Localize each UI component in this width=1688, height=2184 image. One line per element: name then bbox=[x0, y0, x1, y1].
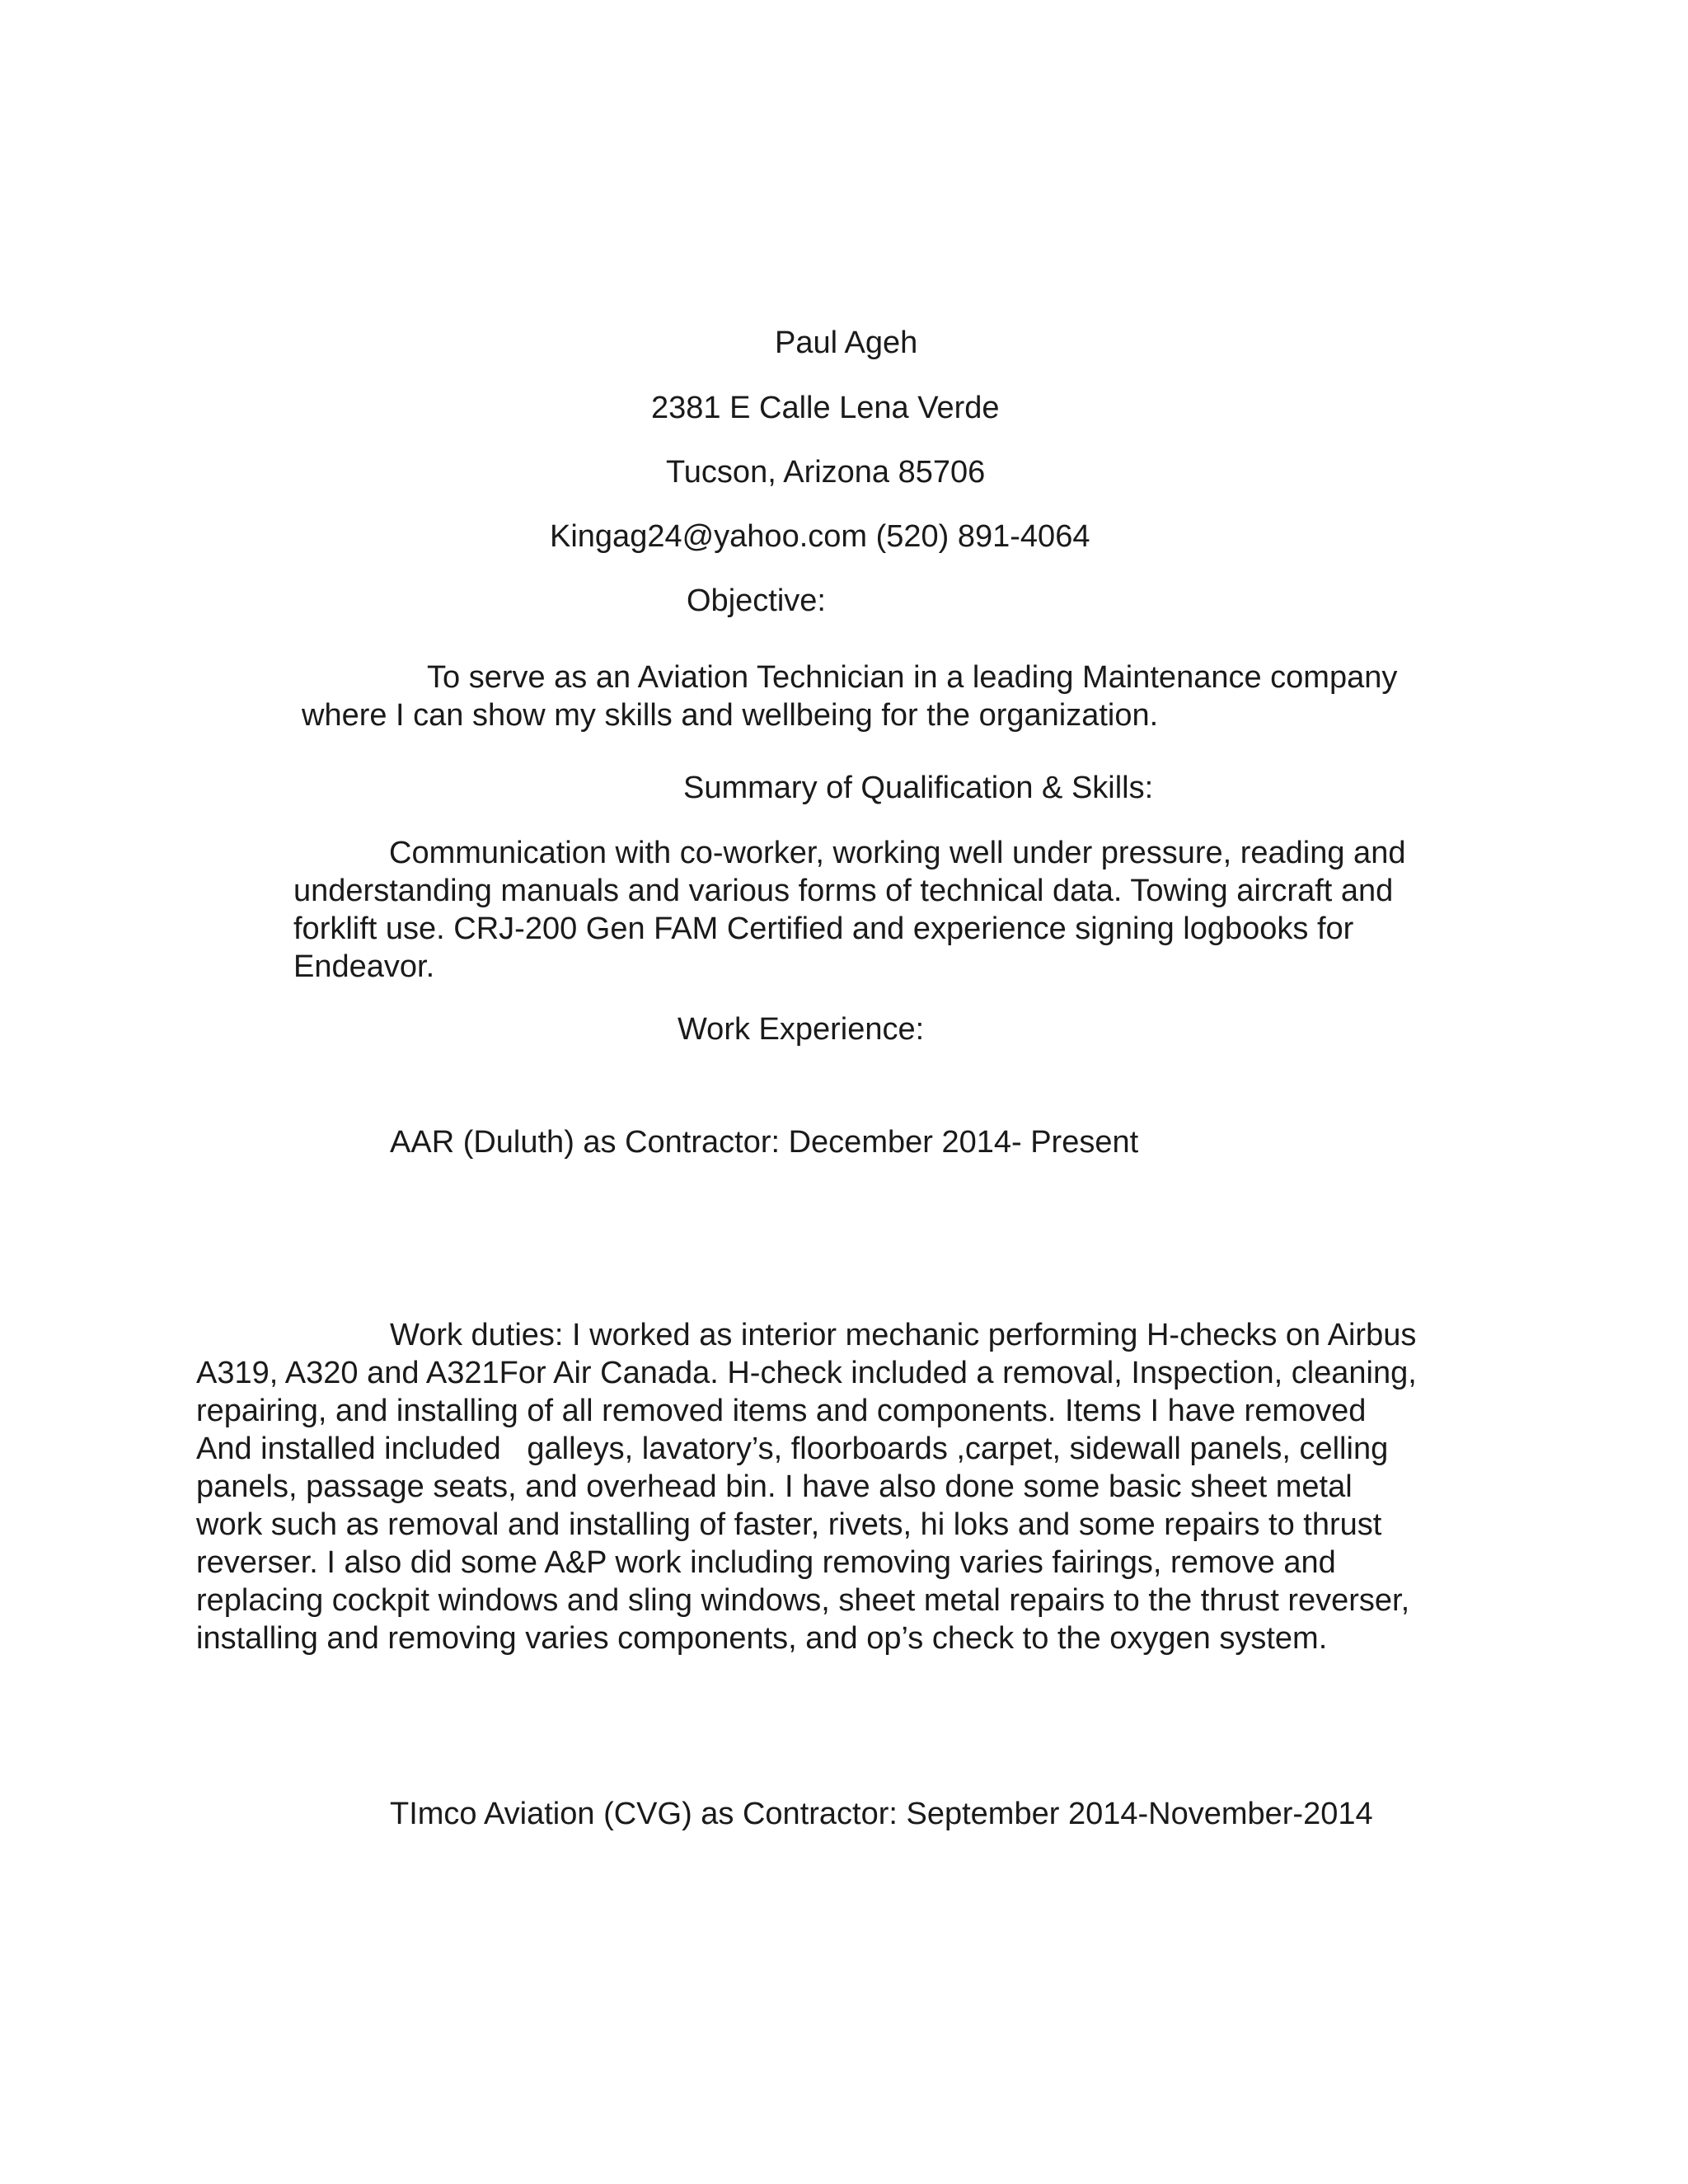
work-experience-heading: Work Experience: bbox=[678, 1012, 925, 1047]
duties-line: work such as removal and installing of faster, rivets, hi loks and some repairs to thrust bbox=[196, 1507, 1382, 1542]
summary-line: Communication with co-worker, working well under pressure, reading and bbox=[389, 836, 1406, 870]
job-duties-aar bbox=[196, 1316, 1417, 1657]
objective-text bbox=[302, 658, 1397, 734]
contact-line: Kingag24@yahoo.com (520) 891-4064 bbox=[550, 519, 1090, 554]
duties-line: And installed included galleys, lavatory’s, floorboards ,carpet, sidewall panels, celling bbox=[196, 1432, 1389, 1466]
summary-line: forklift use. CRJ-200 Gen FAM Certified and experience signing logbooks for bbox=[293, 912, 1354, 946]
duties-line: installing and removing varies components, and op’s check to the oxygen system. bbox=[196, 1621, 1328, 1656]
address-line-1: 2381 E Calle Lena Verde bbox=[651, 391, 1000, 425]
objective-heading: Objective: bbox=[687, 583, 826, 618]
duties-line: panels, passage seats, and overhead bin. I have also done some basic sheet metal bbox=[196, 1469, 1353, 1504]
summary-line: Endeavor. bbox=[293, 949, 435, 984]
candidate-name: Paul Ageh bbox=[775, 326, 918, 360]
address-line-2: Tucson, Arizona 85706 bbox=[666, 455, 986, 490]
objective-line: where I can show my skills and wellbeing for the organization. bbox=[302, 698, 1159, 733]
duties-line: repairing, and installing of all removed items and components. Items I have removed bbox=[196, 1394, 1367, 1428]
summary-heading: Summary of Qualification & Skills: bbox=[683, 771, 1154, 805]
duties-line: replacing cockpit windows and sling windows, sheet metal repairs to the thrust reverser, bbox=[196, 1583, 1410, 1618]
job-title-aar: AAR (Duluth) as Contractor: December 2014- Present bbox=[390, 1125, 1139, 1160]
summary-text bbox=[293, 834, 1405, 986]
duties-line: Work duties: I worked as interior mechanic performing H-checks on Airbus bbox=[390, 1318, 1417, 1352]
summary-line: understanding manuals and various forms of technical data. Towing aircraft and bbox=[293, 874, 1394, 908]
duties-line: A319, A320 and A321For Air Canada. H-check included a removal, Inspection, cleaning, bbox=[196, 1356, 1417, 1390]
objective-line: To serve as an Aviation Technician in a leading Maintenance company bbox=[427, 660, 1398, 695]
job-title-timco: TImco Aviation (CVG) as Contractor: September 2014-November-2014 bbox=[390, 1797, 1373, 1831]
duties-line: reverser. I also did some A&P work including removing varies fairings, remove and bbox=[196, 1545, 1336, 1580]
